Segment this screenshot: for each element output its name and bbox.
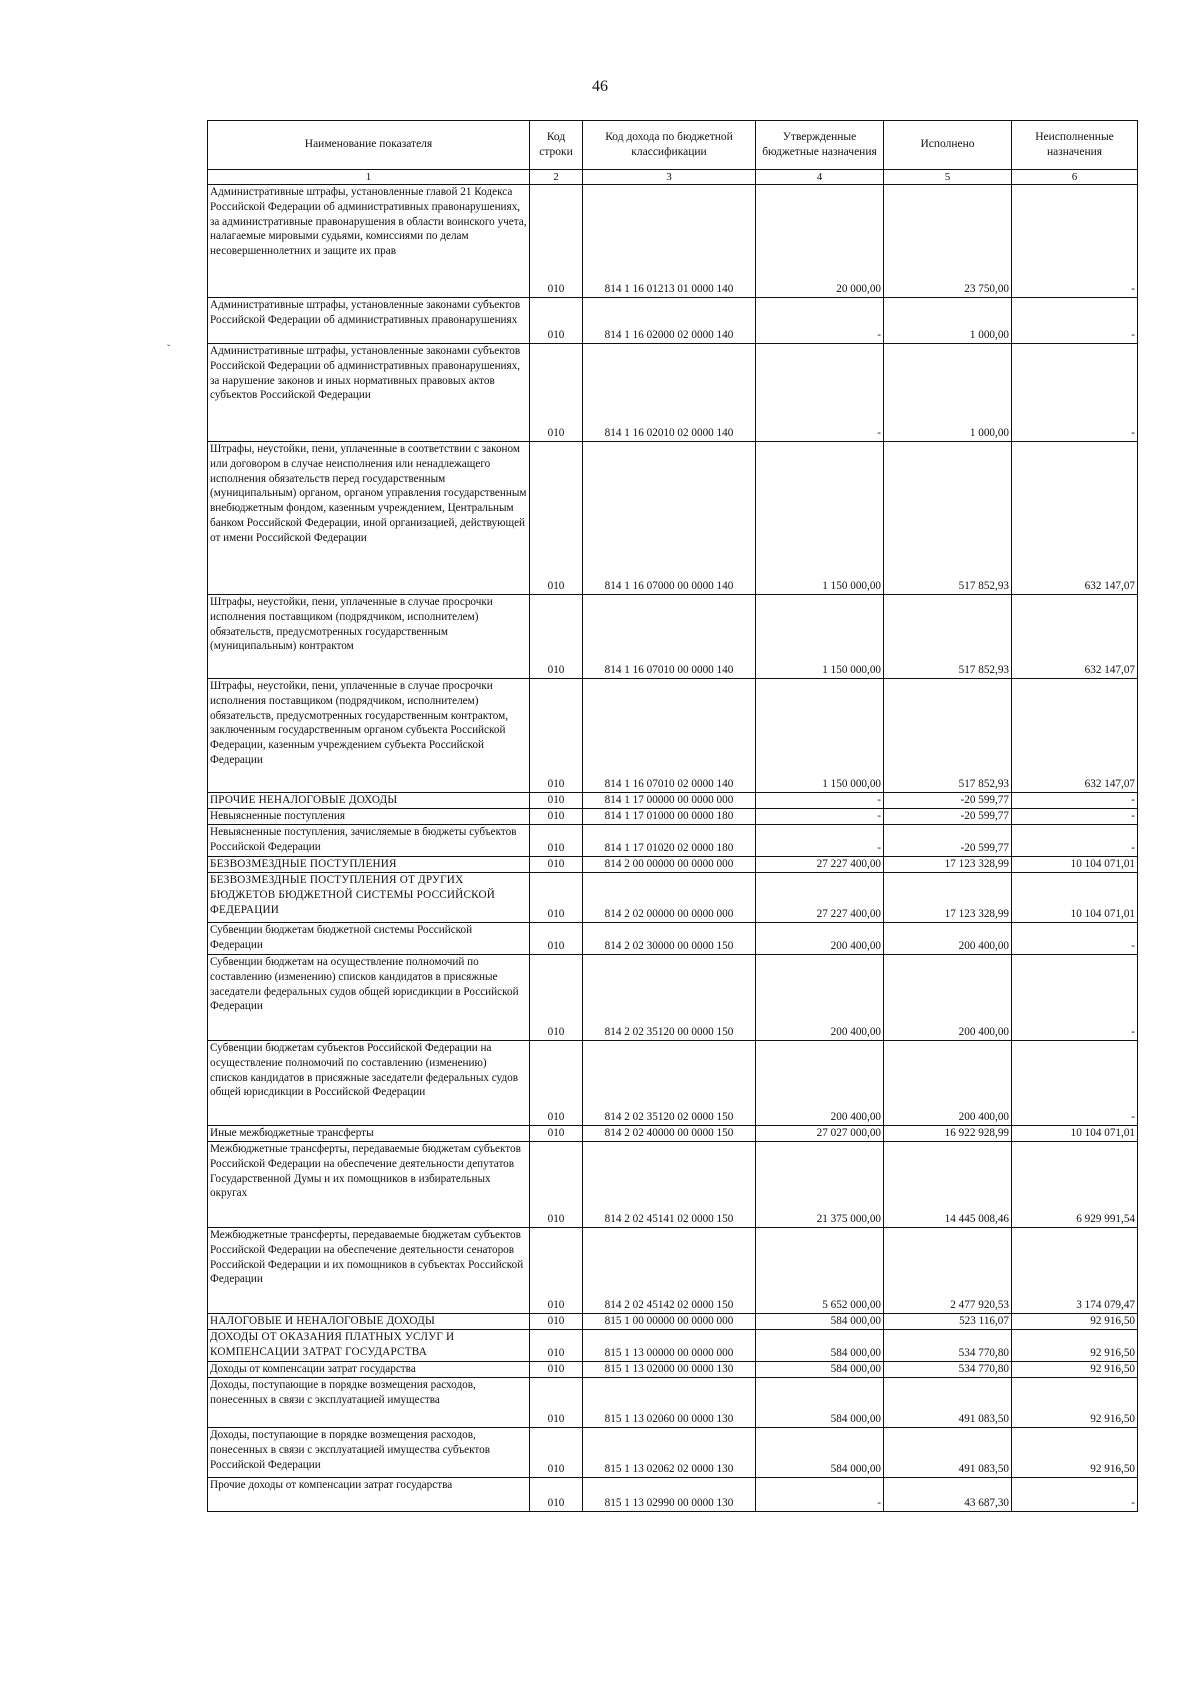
row-unexecuted: 92 916,50 xyxy=(1012,1428,1138,1478)
row-approved: 5 652 000,00 xyxy=(756,1228,884,1314)
row-line-code: 010 xyxy=(530,1314,583,1330)
row-approved: 200 400,00 xyxy=(756,955,884,1041)
row-executed: 17 123 328,99 xyxy=(884,873,1012,923)
header-income-code: Код дохода по бюджетной классификации xyxy=(583,121,756,170)
row-line-code: 010 xyxy=(530,857,583,873)
row-line-code: 010 xyxy=(530,1478,583,1512)
row-line-code: 010 xyxy=(530,595,583,679)
table-row xyxy=(208,1330,1138,1362)
row-income-code: 814 2 02 00000 00 0000 000 xyxy=(583,873,756,923)
row-income-code: 815 1 13 02990 00 0000 130 xyxy=(583,1478,756,1512)
row-unexecuted: 10 104 071,01 xyxy=(1012,1126,1138,1142)
row-approved: 1 150 000,00 xyxy=(756,595,884,679)
row-executed: 534 770,80 xyxy=(884,1362,1012,1378)
row-name: ДОХОДЫ ОТ ОКАЗАНИЯ ПЛАТНЫХ УСЛУГ И КОМПЕНСАЦИИ ЗАТРАТ ГОСУДАРСТВА xyxy=(208,1330,530,1362)
table-row xyxy=(208,1378,1138,1428)
row-name: Субвенции бюджетам бюджетной системы Российской Федерации xyxy=(208,923,530,955)
row-name: Штрафы, неустойки, пени, уплаченные в случае просрочки исполнения поставщиком (подрядчиком, исполнителем) обязательств, предусмотренных государственным (муниципальным) контрактом xyxy=(208,595,530,679)
header-number: 4 xyxy=(756,170,884,185)
row-approved: - xyxy=(756,809,884,825)
row-name: НАЛОГОВЫЕ И НЕНАЛОГОВЫЕ ДОХОДЫ xyxy=(208,1314,530,1330)
header-number: 6 xyxy=(1012,170,1138,185)
table-row xyxy=(208,1362,1138,1378)
row-executed: 1 000,00 xyxy=(884,344,1012,442)
row-name: Субвенции бюджетам субъектов Российской Федерации на осуществление полномочий по составлению (изменению) списков кандидатов в присяжные заседатели федеральных судов общей юрисдикции в Российской Федерации xyxy=(208,1041,530,1126)
row-income-code: 814 1 16 07010 02 0000 140 xyxy=(583,679,756,793)
row-approved: 584 000,00 xyxy=(756,1362,884,1378)
row-income-code: 814 1 16 02000 02 0000 140 xyxy=(583,298,756,344)
row-income-code: 814 1 17 00000 00 0000 000 xyxy=(583,793,756,809)
row-income-code: 814 1 16 02010 02 0000 140 xyxy=(583,344,756,442)
row-unexecuted: 92 916,50 xyxy=(1012,1330,1138,1362)
row-line-code: 010 xyxy=(530,344,583,442)
row-line-code: 010 xyxy=(530,1330,583,1362)
row-executed: 523 116,07 xyxy=(884,1314,1012,1330)
row-name: Прочие доходы от компенсации затрат государства xyxy=(208,1478,530,1512)
row-executed: 200 400,00 xyxy=(884,955,1012,1041)
row-executed: 491 083,50 xyxy=(884,1428,1012,1478)
row-name: ПРОЧИЕ НЕНАЛОГОВЫЕ ДОХОДЫ xyxy=(208,793,530,809)
row-income-code: 815 1 13 02060 00 0000 130 xyxy=(583,1378,756,1428)
row-unexecuted: - xyxy=(1012,1478,1138,1512)
row-executed: 200 400,00 xyxy=(884,1041,1012,1126)
row-line-code: 010 xyxy=(530,793,583,809)
row-income-code: 814 2 02 35120 00 0000 150 xyxy=(583,955,756,1041)
row-executed: 517 852,93 xyxy=(884,679,1012,793)
row-unexecuted: 10 104 071,01 xyxy=(1012,857,1138,873)
table-row xyxy=(208,298,1138,344)
row-unexecuted: 632 147,07 xyxy=(1012,679,1138,793)
row-name: Административные штрафы, установленные законами субъектов Российской Федерации об административных правонарушениях xyxy=(208,298,530,344)
row-approved: 200 400,00 xyxy=(756,923,884,955)
row-executed: 2 477 920,53 xyxy=(884,1228,1012,1314)
row-approved: 584 000,00 xyxy=(756,1330,884,1362)
row-line-code: 010 xyxy=(530,1362,583,1378)
header-number-row xyxy=(208,170,1138,185)
row-executed: 1 000,00 xyxy=(884,298,1012,344)
row-executed: 534 770,80 xyxy=(884,1330,1012,1362)
table-row xyxy=(208,1478,1138,1512)
row-income-code: 815 1 13 02062 02 0000 130 xyxy=(583,1428,756,1478)
table-row xyxy=(208,955,1138,1041)
row-unexecuted: 3 174 079,47 xyxy=(1012,1228,1138,1314)
row-approved: 21 375 000,00 xyxy=(756,1142,884,1228)
row-unexecuted: - xyxy=(1012,825,1138,857)
row-unexecuted: - xyxy=(1012,955,1138,1041)
row-income-code: 815 1 13 02000 00 0000 130 xyxy=(583,1362,756,1378)
row-approved: 584 000,00 xyxy=(756,1428,884,1478)
row-approved: - xyxy=(756,298,884,344)
row-approved: 27 227 400,00 xyxy=(756,857,884,873)
row-executed: 491 083,50 xyxy=(884,1378,1012,1428)
row-executed: 16 922 928,99 xyxy=(884,1126,1012,1142)
page-number: 46 xyxy=(592,78,608,95)
row-income-code: 814 2 02 30000 00 0000 150 xyxy=(583,923,756,955)
table-row xyxy=(208,857,1138,873)
row-executed: 200 400,00 xyxy=(884,923,1012,955)
row-name: Межбюджетные трансферты, передаваемые бюджетам субъектов Российской Федерации на обеспечение деятельности депутатов Государственной Думы и их помощников в избирательных округах xyxy=(208,1142,530,1228)
income-report-table xyxy=(207,120,1138,1512)
row-line-code: 010 xyxy=(530,442,583,595)
header-executed: Исполнено xyxy=(884,121,1012,170)
row-line-code: 010 xyxy=(530,825,583,857)
header-row xyxy=(208,121,1138,170)
row-approved: 1 150 000,00 xyxy=(756,679,884,793)
table-row xyxy=(208,809,1138,825)
row-executed: 43 687,30 xyxy=(884,1478,1012,1512)
header-number: 1 xyxy=(208,170,530,185)
row-approved: 584 000,00 xyxy=(756,1378,884,1428)
row-unexecuted: 632 147,07 xyxy=(1012,442,1138,595)
row-line-code: 010 xyxy=(530,1428,583,1478)
row-approved: - xyxy=(756,344,884,442)
row-unexecuted: - xyxy=(1012,344,1138,442)
row-approved: - xyxy=(756,825,884,857)
header-line-code: Код строки xyxy=(530,121,583,170)
row-approved: 27 227 400,00 xyxy=(756,873,884,923)
row-unexecuted: 10 104 071,01 xyxy=(1012,873,1138,923)
row-unexecuted: 6 929 991,54 xyxy=(1012,1142,1138,1228)
row-executed: 14 445 008,46 xyxy=(884,1142,1012,1228)
row-unexecuted: 92 916,50 xyxy=(1012,1362,1138,1378)
row-line-code: 010 xyxy=(530,1378,583,1428)
row-name: Административные штрафы, установленные законами субъектов Российской Федерации об административных правонарушениях, за нарушение законов и иных нормативных правовых актов субъектов Российской Федерации xyxy=(208,344,530,442)
table-row xyxy=(208,793,1138,809)
table-row xyxy=(208,1314,1138,1330)
row-income-code: 814 1 16 07000 00 0000 140 xyxy=(583,442,756,595)
table-row xyxy=(208,1041,1138,1126)
row-unexecuted: - xyxy=(1012,809,1138,825)
row-line-code: 010 xyxy=(530,923,583,955)
table-row xyxy=(208,873,1138,923)
row-line-code: 010 xyxy=(530,809,583,825)
row-income-code: 814 1 16 01213 01 0000 140 xyxy=(583,185,756,298)
row-income-code: 814 1 16 07010 00 0000 140 xyxy=(583,595,756,679)
row-name: Штрафы, неустойки, пени, уплаченные в соответствии с законом или договором в случае неисполнения или ненадлежащего исполнения обязательств перед государственным (муниципальным) органом, органом управления государственным внебюджетным фондом, казенным учреждением, Центральным банком Российской Федерации, иной организацией, действующей от имени Российской Федерации xyxy=(208,442,530,595)
row-name: Межбюджетные трансферты, передаваемые бюджетам субъектов Российской Федерации на обеспечение деятельности сенаторов Российской Федерации и их помощников в субъектах Российской Федерации xyxy=(208,1228,530,1314)
row-line-code: 010 xyxy=(530,185,583,298)
table-row xyxy=(208,1126,1138,1142)
row-income-code: 814 2 02 35120 02 0000 150 xyxy=(583,1041,756,1126)
row-income-code: 814 2 02 45142 02 0000 150 xyxy=(583,1228,756,1314)
header-number: 5 xyxy=(884,170,1012,185)
row-line-code: 010 xyxy=(530,1142,583,1228)
row-line-code: 010 xyxy=(530,1126,583,1142)
row-executed: -20 599,77 xyxy=(884,809,1012,825)
header-approved: Утвержденные бюджетные назначения xyxy=(756,121,884,170)
row-name: Административные штрафы, установленные главой 21 Кодекса Российской Федерации об административных правонарушениях, за административные правонарушения в области воинского учета, налагаемые мировыми судьями, комиссиями по делам несовершеннолетних и защите их прав xyxy=(208,185,530,298)
row-name: Доходы, поступающие в порядке возмещения расходов, понесенных в связи с эксплуатацией имущества субъектов Российской Федерации xyxy=(208,1428,530,1478)
row-income-code: 815 1 00 00000 00 0000 000 xyxy=(583,1314,756,1330)
table-row xyxy=(208,595,1138,679)
row-approved: 200 400,00 xyxy=(756,1041,884,1126)
table-row xyxy=(208,825,1138,857)
row-name: Невыясненные поступления, зачисляемые в бюджеты субъектов Российской Федерации xyxy=(208,825,530,857)
table-row xyxy=(208,679,1138,793)
table-row xyxy=(208,185,1138,298)
row-name: Доходы от компенсации затрат государства xyxy=(208,1362,530,1378)
header-number: 3 xyxy=(583,170,756,185)
row-line-code: 010 xyxy=(530,955,583,1041)
row-approved: - xyxy=(756,793,884,809)
row-income-code: 814 2 02 40000 00 0000 150 xyxy=(583,1126,756,1142)
row-unexecuted: - xyxy=(1012,298,1138,344)
row-line-code: 010 xyxy=(530,1041,583,1126)
table-row xyxy=(208,1428,1138,1478)
row-name: БЕЗВОЗМЕЗДНЫЕ ПОСТУПЛЕНИЯ xyxy=(208,857,530,873)
row-line-code: 010 xyxy=(530,873,583,923)
row-approved: 27 027 000,00 xyxy=(756,1126,884,1142)
row-line-code: 010 xyxy=(530,298,583,344)
row-unexecuted: - xyxy=(1012,923,1138,955)
row-line-code: 010 xyxy=(530,679,583,793)
table-row xyxy=(208,442,1138,595)
row-name: Невыясненные поступления xyxy=(208,809,530,825)
row-approved: 20 000,00 xyxy=(756,185,884,298)
row-executed: 17 123 328,99 xyxy=(884,857,1012,873)
header-unexecuted: Неисполненные назначения xyxy=(1012,121,1138,170)
table-row xyxy=(208,923,1138,955)
table-row xyxy=(208,1142,1138,1228)
row-name: Субвенции бюджетам на осуществление полномочий по составлению (изменению) списков кандидатов в присяжные заседатели федеральных судов общей юрисдикции в Российской Федерации xyxy=(208,955,530,1041)
row-approved: - xyxy=(756,1478,884,1512)
row-executed: -20 599,77 xyxy=(884,825,1012,857)
row-executed: -20 599,77 xyxy=(884,793,1012,809)
row-income-code: 814 2 02 45141 02 0000 150 xyxy=(583,1142,756,1228)
row-unexecuted: 92 916,50 xyxy=(1012,1378,1138,1428)
row-approved: 1 150 000,00 xyxy=(756,442,884,595)
row-income-code: 815 1 13 00000 00 0000 000 xyxy=(583,1330,756,1362)
row-unexecuted: - xyxy=(1012,185,1138,298)
table-row xyxy=(208,1228,1138,1314)
row-name: БЕЗВОЗМЕЗДНЫЕ ПОСТУПЛЕНИЯ ОТ ДРУГИХ БЮДЖЕТОВ БЮДЖЕТНОЙ СИСТЕМЫ РОССИЙСКОЙ ФЕДЕРАЦИИ xyxy=(208,873,530,923)
row-executed: 517 852,93 xyxy=(884,595,1012,679)
row-name: Доходы, поступающие в порядке возмещения расходов, понесенных в связи с эксплуатацией имущества xyxy=(208,1378,530,1428)
row-income-code: 814 1 17 01000 00 0000 180 xyxy=(583,809,756,825)
row-line-code: 010 xyxy=(530,1228,583,1314)
row-unexecuted: 632 147,07 xyxy=(1012,595,1138,679)
header-indicator-name: Наименование показателя xyxy=(208,121,530,170)
row-income-code: 814 1 17 01020 02 0000 180 xyxy=(583,825,756,857)
row-executed: 517 852,93 xyxy=(884,442,1012,595)
row-unexecuted: 92 916,50 xyxy=(1012,1314,1138,1330)
row-name: Иные межбюджетные трансферты xyxy=(208,1126,530,1142)
table-row xyxy=(208,344,1138,442)
row-approved: 584 000,00 xyxy=(756,1314,884,1330)
scan-mark: ˇ xyxy=(167,344,171,355)
row-income-code: 814 2 00 00000 00 0000 000 xyxy=(583,857,756,873)
row-unexecuted: - xyxy=(1012,1041,1138,1126)
header-number: 2 xyxy=(530,170,583,185)
row-name: Штрафы, неустойки, пени, уплаченные в случае просрочки исполнения поставщиком (подрядчиком, исполнителем) обязательств, предусмотренных государственным контрактом, заключенным государственным органом субъекта Российской Федерации, казенным учреждением субъекта Российской Федерации xyxy=(208,679,530,793)
row-unexecuted: - xyxy=(1012,793,1138,809)
row-executed: 23 750,00 xyxy=(884,185,1012,298)
